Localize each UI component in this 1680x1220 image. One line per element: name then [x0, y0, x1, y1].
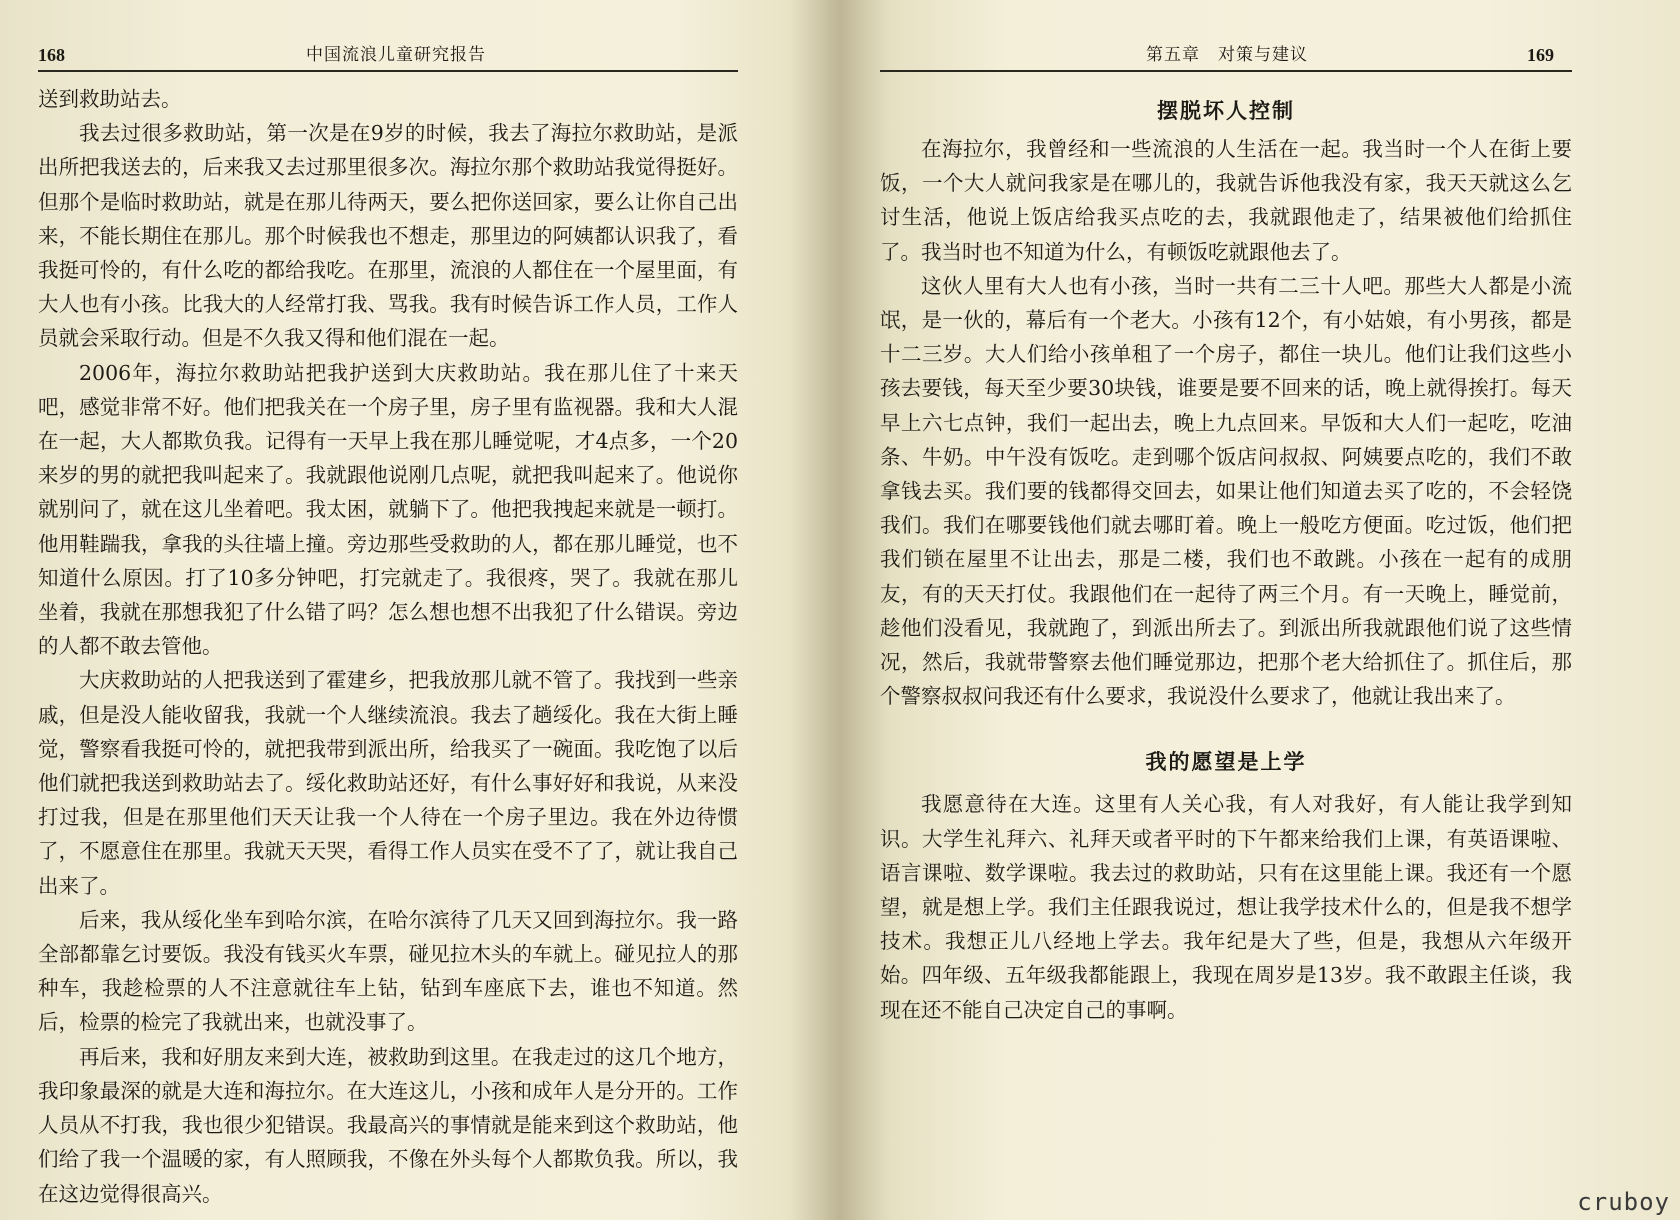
left-page-number: 168: [38, 45, 65, 65]
paragraph: 再后来，我和好朋友来到大连，被救助到这里。在我走过的这几个地方，我印象最深的就是大连和海拉尔。在大连这儿，小孩和成年人是分开的。工作人员从不打我，我也很少犯错误。我最高兴的事情就是能来到这个救助站，他们给了我一个温暖的家，有人照顾我，不像在外头每个人都欺负我。所以，我在这边觉得很高兴。: [38, 1044, 738, 1206]
left-running-title: 中国流浪儿童研究报告: [306, 45, 486, 65]
section-title-escape: 摆脱坏人控制: [1157, 99, 1295, 123]
paragraph: 大庆救助站的人把我送到了霍建乡，把我放那儿就不管了。我找到一些亲戚，但是没人能收留我，我就一个人继续流浪。我去了趟绥化。我在大街上睡觉，警察看我挺可怜的，就把我带到派出所，给我买了一碗面。我吃饱了以后他们就把我送到救助站去了。绥化救助站还好，有什么事好好和我说，从来没打过我，但是在那里他们天天让我一个人待在一个房子里边。我在外边待惯了，不愿意住在那里。我就天天哭，看得工作人员实在受不了了，就让我自己出来了。: [38, 668, 738, 898]
watermark-text: cruboy: [1577, 1188, 1670, 1216]
paragraph: 后来，我从绥化坐车到哈尔滨，在哈尔滨待了几天又回到海拉尔。我一路全部都靠乞讨要饭。我没有钱买火车票，碰见拉木头的车就上。碰见拉人的那种车，我趁检票的人不注意就往车上钻，钻到车座底下去，谁也不知道。然后，检票的检完了我就出来，也就没事了。: [38, 907, 738, 1035]
right-body-text: [880, 96, 1572, 1027]
paragraph: 我愿意待在大连。这里有人关心我，有人对我好，有人能让我学到知识。大学生礼拜六、礼拜天或者平时的下午都来给我们上课，有英语课啦、语言课啦、数学课啦。我去过的救助站，只有在这里能上课。我还有一个愿望，就是想上学。我们主任跟我说过，想让我学技术什么的，但是我不想学技术。我想正儿八经地上学去。我年纪是大了些，但是，我想从六年级开始。四年级、五年级我都能跟上，我现在周岁是13岁。我不敢跟主任谈，我现在还不能自己决定自己的事啊。: [880, 792, 1572, 1022]
left-page: [0, 0, 800, 1220]
right-running-head: [880, 40, 1572, 72]
paragraph: 我去过很多救助站，第一次是在9岁的时候，我去了海拉尔救助站，是派出所把我送去的，后来我又去过那里很多次。海拉尔那个救助站我觉得挺好。但那个是临时救助站，就是在那儿待两天，要么把你送回家，要么让你自己出来，不能长期住在那儿。那个时候我也不想走，那里边的阿姨都认识我了，看我挺可怜的，有什么吃的都给我吃。在那里，流浪的人都住在一个屋里面，有大人也有小孩。比我大的人经常打我、骂我。我有时候告诉工作人员，工作人员就会采取行动。但是不久我又得和他们混在一起。: [38, 121, 738, 351]
left-body-text: [38, 82, 738, 1211]
paragraph: 送到救助站去。: [38, 87, 182, 111]
paragraph: 这伙人里有大人也有小孩，当时一共有二三十人吧。那些大人都是小流氓，是一伙的，幕后有一个老大。小孩有12个，有小姑娘，有小男孩，都是十二三岁。大人们给小孩单租了一个房子，都住一块儿。他们让我们这些小孩去要钱，每天至少要30块钱，谁要是要不回来的话，晚上就得挨打。每天早上六七点钟，我们一起出去，晚上九点回来。早饭和大人们一起吃，吃油条、牛奶。中午没有饭吃。走到哪个饭店问叔叔、阿姨要点吃的，我们不敢拿钱去买。我们要的钱都得交回去，如果让他们知道去买了吃的，不会轻饶我们。我们在哪要钱他们就去哪盯着。晚上一般吃方便面。吃过饭，他们把我们锁在屋里不让出去，那是二楼，我们也不敢跳。小孩在一起有的成朋友，有的天天打仗。我跟他们在一起待了两三个月。有一天晚上，睡觉前，趁他们没看见，我就跑了，到派出所去了。到派出所我就跟他们说了这些情况，然后，我就带警察去他们睡觉那边，把那个老大给抓住了。抓住后，那个警察叔叔问我还有什么要求，我说没什么要求了，他就让我出来了。: [880, 273, 1572, 709]
section-title-wish: 我的愿望是上学: [1145, 750, 1307, 775]
paragraph: 在海拉尔，我曾经和一些流浪的人生活在一起。我当时一个人在街上要饭，一个大人就问我家是在哪儿的，我就告诉他我没有家，我天天就这么乞讨生活，他说上饭店给我买点吃的去，我就跟他走了，结果被他们给抓住了。我当时也不知道为什么，有顿饭吃就跟他去了。: [880, 137, 1572, 264]
paragraph: 2006年，海拉尔救助站把我护送到大庆救助站。我在那儿住了十来天吧，感觉非常不好。他们把我关在一个房子里，房子里有监视器。我和大人混在一起，大人都欺负我。记得有一天早上我在那儿睡觉呢，才4点多，一个20来岁的男的就把我叫起来了。我就跟他说刚几点呢，就把我叫起来了。他说你就别问了，就在这儿坐着吧。我太困，就躺下了。他把我拽起来就是一顿打。他用鞋踹我，拿我的头往墙上撞。旁边那些受救助的人，都在那儿睡觉，也不知道什么原因。打了10多分钟吧，打完就走了。我很疼，哭了。我就在那儿坐着，我就在那想我犯了什么错了吗？怎么想也想不出我犯了什么错误。旁边的人都不敢去管他。: [38, 360, 738, 659]
right-running-title: 第五章 对策与建议: [1146, 45, 1308, 65]
right-page: [880, 0, 1680, 1220]
right-page-number: 169: [1527, 45, 1554, 65]
left-running-head: [38, 40, 738, 72]
